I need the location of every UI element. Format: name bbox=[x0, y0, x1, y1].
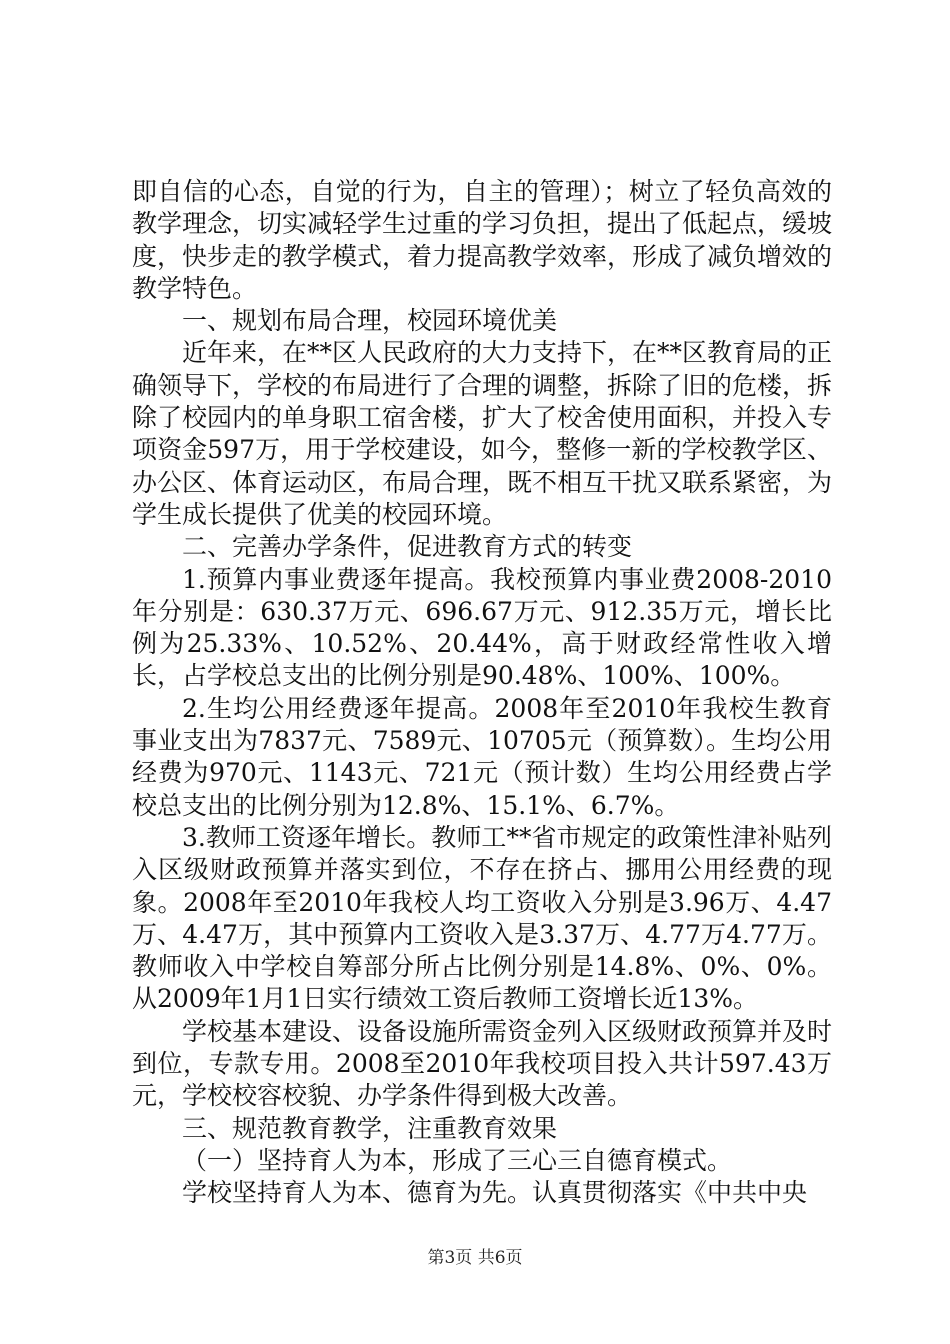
subsection-heading: （一）坚持育人为本，形成了三心三自德育模式。 bbox=[182, 1145, 733, 1175]
section-heading-1: 一、规划布局合理，校园环境优美 bbox=[182, 306, 558, 336]
section-heading-2: 二、完善办学条件，促进教育方式的转变 bbox=[182, 532, 633, 562]
paragraph: 近年来，在**区人民政府的大力支持下，在**区教育局的正确领导下，学校的布局进行了合理的调整，拆除了旧的危楼，拆除了校园内的单身职工宿舍楼，扩大了校舍使用面积，并投入专项资金597万，用于学校建设，如今，整修一新的学校教学区、办公区、体育运动区，布局合理，既不相互干扰又联系紧密，为学生成长提供了优美的校园环境。 bbox=[132, 338, 833, 529]
paragraph: 学校坚持育人为本、德育为先。认真贯彻落实《中共中央 bbox=[182, 1178, 808, 1208]
page-footer: 第3页 共6页 bbox=[427, 1248, 523, 1268]
paragraph: 2.生均公用经费逐年提高。2008年至2010年我校生教育事业支出为7837元、7589元、10705元（预算数）。生均公用经费为970元、1143元、721元（预计数）生均公用经费占学校总支出的比例分别为12.8%、15.1%、6.7%。 bbox=[132, 693, 832, 820]
section-heading-3: 三、规范教育教学，注重教育效果 bbox=[182, 1113, 558, 1143]
paragraph: 1.预算内事业费逐年提高。我校预算内事业费2008-2010年分别是：630.37万元、696.67万元、912.35万元，增长比例为25.33%、10.52%、20.44%，高于财政经常性收入增长，占学校总支出的比例分别是90.48%、100%、100%。 bbox=[132, 564, 832, 691]
paragraph-continuation: 即自信的心态，自觉的行为，自主的管理）；树立了轻负高效的教学理念，切实减轻学生过重的学习负担，提出了低起点，缓坡度，快步走的教学模式，着力提高教学效率，形成了减负增效的教学特色。 bbox=[132, 177, 833, 303]
paragraph: 学校基本建设、设备设施所需资金列入区级财政预算并及时到位，专款专用。2008至2010年我校项目投入共计597.43万元，学校校容校貌、办学条件得到极大改善。 bbox=[132, 1016, 833, 1111]
document-body bbox=[132, 176, 832, 1210]
paragraph: 3.教师工资逐年增长。教师工**省市规定的政策性津补贴列入区级财政预算并落实到位，不存在挤占、挪用公用经费的现象。2008年至2010年我校人均工资收入分别是3.96万、4.47万、4.47万，其中预算内工资收入是3.37万、4.77万4.77万。教师收入中学校自筹部分所占比例分别是14.8%、0%、0%。从2009年1月1日实行绩效工资后教师工资增长近13%。 bbox=[132, 822, 832, 1014]
